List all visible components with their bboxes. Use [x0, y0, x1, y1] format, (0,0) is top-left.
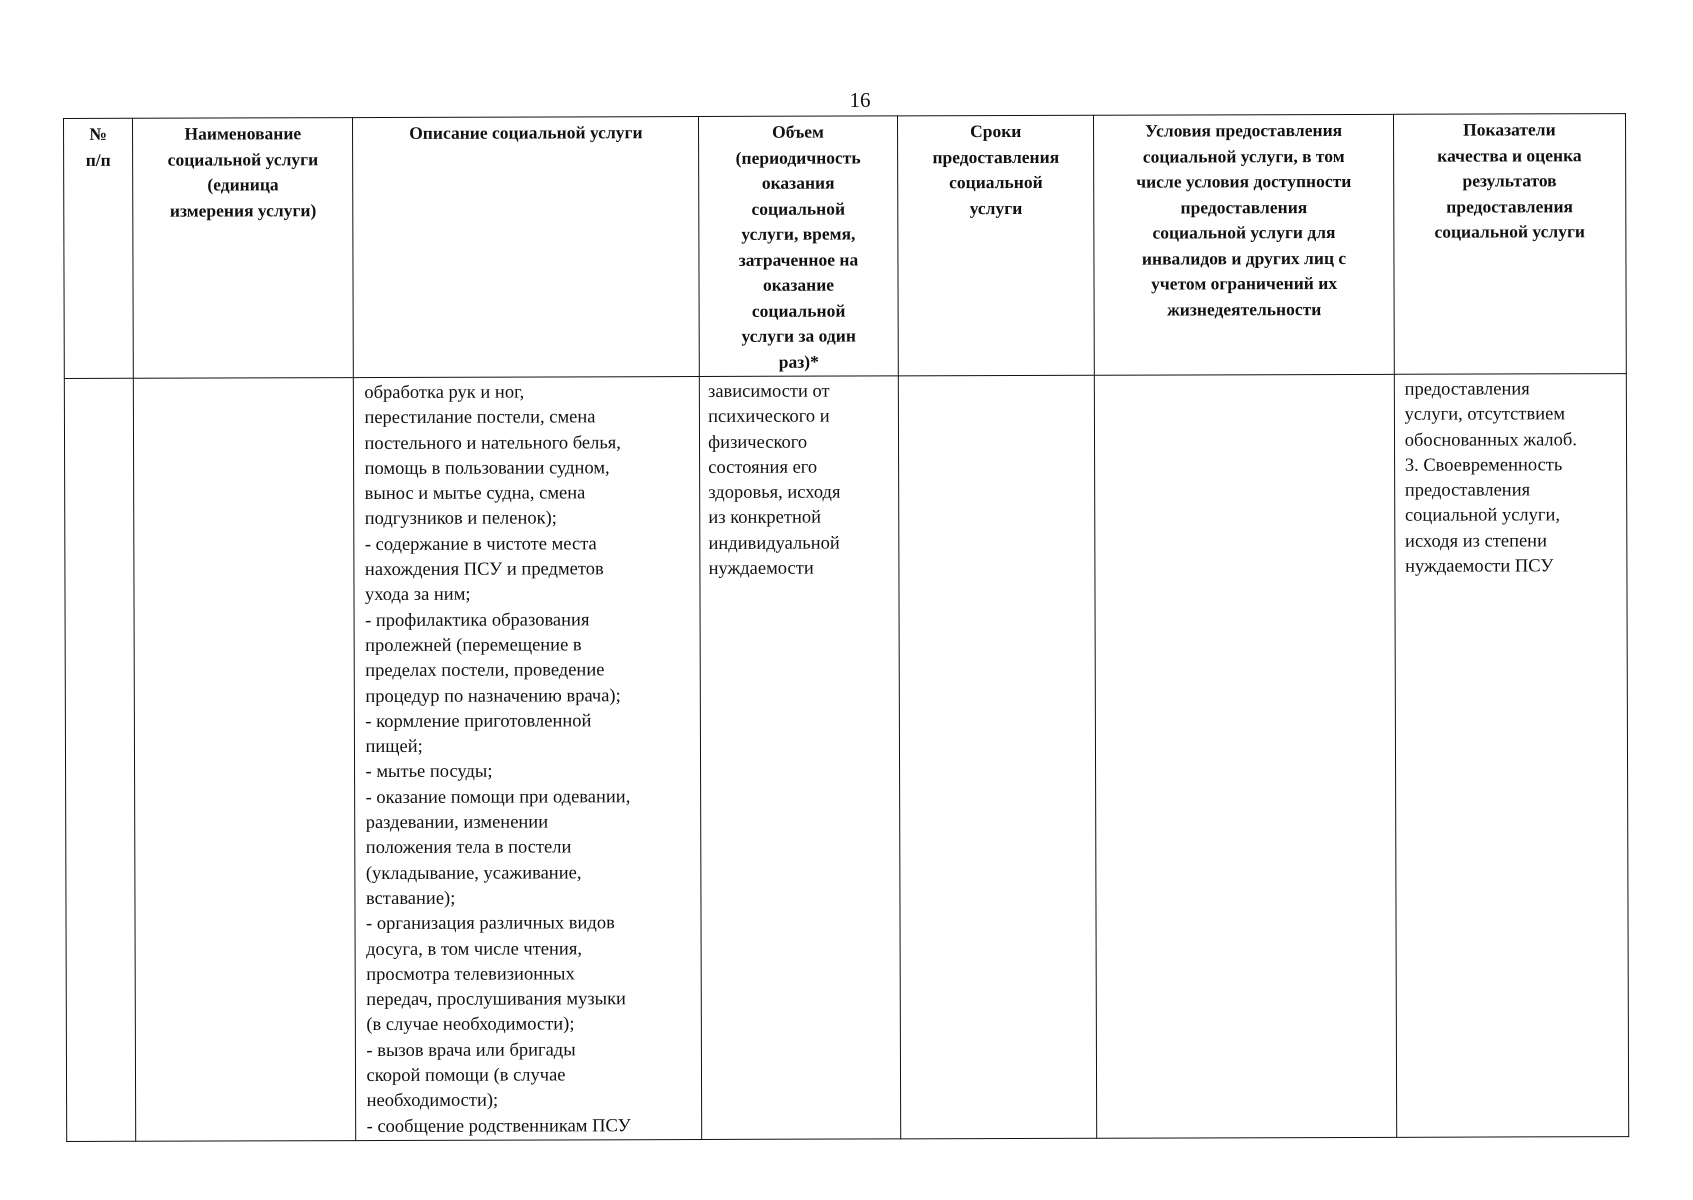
- social-services-table: [63, 113, 1629, 1142]
- header-number: № п/п: [64, 118, 134, 378]
- cell-terms: [898, 375, 1097, 1139]
- header-description: Описание социальной услуги: [353, 117, 699, 378]
- page-number: 16: [849, 88, 871, 112]
- header-volume: Объем (периодичность оказания социальной услуги, время, затраченное на оказание социальной услуги за один раз)*: [699, 116, 899, 377]
- header-terms: Сроки предоставления социальной услуги: [897, 115, 1094, 376]
- header-conditions: Условия предоставления социальной услуги, в том числе условия доступности предоставления социальной услуги для инвалидов и других лиц с учетом ограничений их жизнедеятельности: [1094, 114, 1394, 375]
- header-service-name: Наименование социальной услуги (единица измерения услуги): [133, 118, 354, 379]
- header-indicators: Показатели качества и оценка результатов предоставления социальной услуги: [1393, 114, 1626, 375]
- cell-volume: зависимости от психического и физического состояния его здоровья, исходя из конкретной индивидуальной нуждаемости: [699, 376, 900, 1140]
- table-header-row: [64, 114, 1627, 379]
- cell-conditions: [1095, 374, 1397, 1138]
- cell-description: обработка рук и ног, перестилание постели, смена постельного и нательного белья, помощь в пользовании судном, вынос и мытье судна, смена подгузников и пеленок); - содержание в чистоте места нахождения ПСУ и предметов ухода за ним; - профилактика образования пролежней (перемещение в пределах постели, проведение процедур по назначению врача); - кормление приготовленной пищей; - мытье посуды; - оказание помощи при одевании, раздевании, изменении положения тела в постели (укладывание, усаживание, вставание); - организация различных видов досуга, в том числе чтения, просмотра телевизионных передач, прослушивания музыки (в случае необходимости); - вызов врача или бригады скорой помощи (в случае необходимости); - сообщение родственникам ПСУ: [354, 377, 702, 1141]
- cell-indicators: предоставления услуги, отсутствием обоснованных жалоб. 3. Своевременность предоставления социальной услуги, исходя из степени нуждаемости ПСУ: [1394, 374, 1629, 1138]
- cell-service-name: [133, 378, 356, 1142]
- table-row: [64, 374, 1628, 1142]
- cell-number: [64, 378, 136, 1141]
